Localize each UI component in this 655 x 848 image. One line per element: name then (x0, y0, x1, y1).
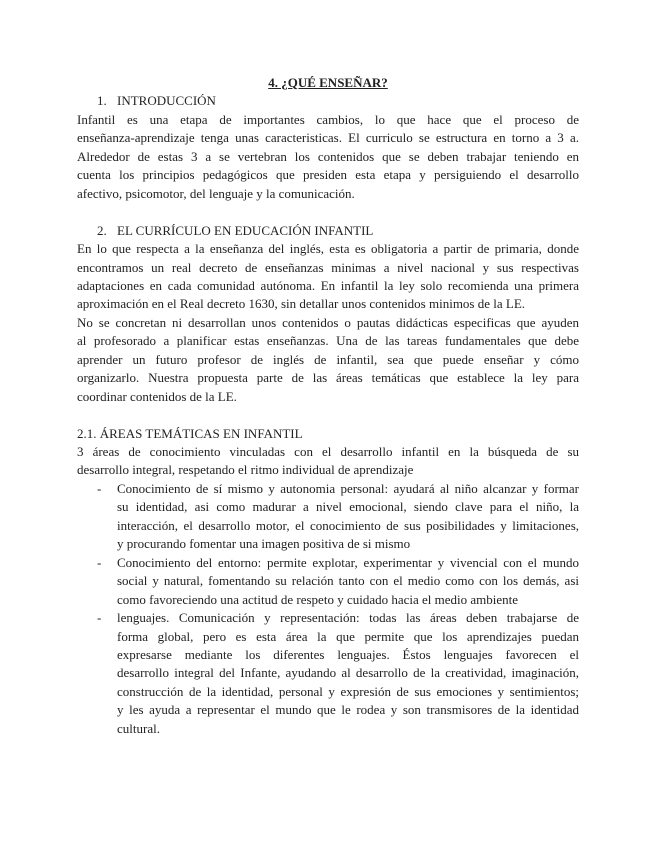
text-line: lenguajes. Comunicación y representación: todas las áreas deben trabajarse de (117, 610, 579, 626)
text-line: encontramos un real decreto de enseñanzas minimas a nivel nacional y sus respectivas (77, 259, 579, 275)
text-line: y procurando fomentar una imagen positiva de si mismo (117, 536, 411, 552)
text-line: expresarse mediante los diferentes lenguajes. Éstos lenguajes favorecen el (117, 647, 579, 663)
text-line: Conocimiento de sí mismo y autonomia personal: ayudará al niño alcanzar y formar (117, 480, 579, 496)
section-2-heading (77, 222, 579, 240)
bullet-dash: - (97, 554, 102, 570)
section-1-paragraph (77, 111, 579, 203)
text-line: su identidad, asi como madurar a nivel emocional, siendo clave para el niño, la (117, 499, 579, 515)
text-line: construcción de la identidad, personal y expresión de sus emociones y sentimientos; (117, 683, 579, 699)
text-line: organizarlo. Nuestra propuesta parte de las áreas temáticas que establece la ley para (77, 370, 579, 386)
section-2-1-intro (77, 443, 579, 480)
text-line: En lo que respecta a la enseñanza del inglés, esta es obligatoria a partir de primaria, donde (77, 241, 579, 257)
text-line: cultural. (117, 720, 160, 736)
section-title: EL CURRÍCULO EN EDUCACIÓN INFANTIL (117, 222, 374, 238)
bullet-dash: - (97, 610, 102, 626)
list-item (77, 554, 579, 609)
section-1-heading (77, 92, 579, 110)
section-title: INTRODUCCIÓN (117, 93, 216, 109)
text-line: social y natural, fomentando su relación tanto con el medio como con los demás, asi (117, 573, 579, 589)
text-line: aproximación en el Real decreto 1630, sin detallar unos contenidos minimos de la LE. (77, 296, 526, 312)
text-line: interacción, el desarrollo motor, el conocimiento de sus posibilidades y limitaciones, (117, 517, 579, 533)
text-line: No se concretan ni desarrollan unos contenidos o pautas didácticas especificas que ayuden (77, 314, 579, 330)
section-number: 2. (97, 222, 107, 238)
text-line: coordinar contenidos de la LE. (77, 388, 237, 404)
text-line: enseñanza-aprendizaje tenga unas caracteristicas. El curriculo se estructura en torno a 3 a. (77, 130, 579, 146)
text-line: al profesorado a planificar estas enseñanzas. Una de las tareas fundamentales que debe (77, 333, 579, 349)
section-2-1-heading: 2.1. ÁREAS TEMÁTICAS EN INFANTIL (77, 425, 303, 441)
text-line: como favoreciendo una actitud de respeto y cuidado hacia el medio ambiente (117, 591, 519, 607)
list-item (77, 480, 579, 554)
text-line: cuenta los principios pedagógicos que presiden esta etapa y persiguiendo el desarrollo (77, 167, 579, 183)
text-line: Infantil es una etapa de importantes cambios, lo que hace que el proceso de (77, 111, 579, 127)
document-page (77, 74, 579, 738)
text-line: 3 áreas de conocimiento vinculadas con el desarrollo infantil en la búsqueda de su (77, 444, 579, 460)
text-line: aprender un futuro profesor de inglés de infantil, sea que puede enseñar y cómo (77, 351, 579, 367)
list-item (77, 609, 579, 738)
text-line: Alrededor de estas 3 a se vertebran los contenidos que se deben trabajar teniendo en (77, 148, 579, 164)
areas-list (77, 480, 579, 738)
text-line: y les ayuda a representar el mundo que le rodea y son transmisores de la identidad (117, 702, 579, 718)
document-title: 4. ¿QUÉ ENSEÑAR? (268, 75, 388, 90)
text-line: Conocimiento del entorno: permite explotar, experimentar y vivencial con el mundo (117, 554, 579, 570)
section-2-paragraph-1 (77, 240, 579, 314)
section-2-paragraph-2 (77, 314, 579, 406)
bullet-dash: - (97, 480, 102, 496)
text-line: desarrollo integral, respetando el ritmo individual de aprendizaje (77, 462, 414, 478)
text-line: afectivo, psicomotor, del lenguaje y la comunicación. (77, 185, 355, 201)
text-line: desarrollo integral del Infante, ayudando al desarrollo de la creatividad, imaginación, (117, 665, 579, 681)
section-number: 1. (97, 93, 107, 109)
text-line: forma global, pero es esta área la que permite que los aprendizajes puedan (117, 628, 579, 644)
text-line: adaptaciones en cada comunidad autónoma. En infantil la ley solo recomienda una primera (77, 277, 579, 293)
